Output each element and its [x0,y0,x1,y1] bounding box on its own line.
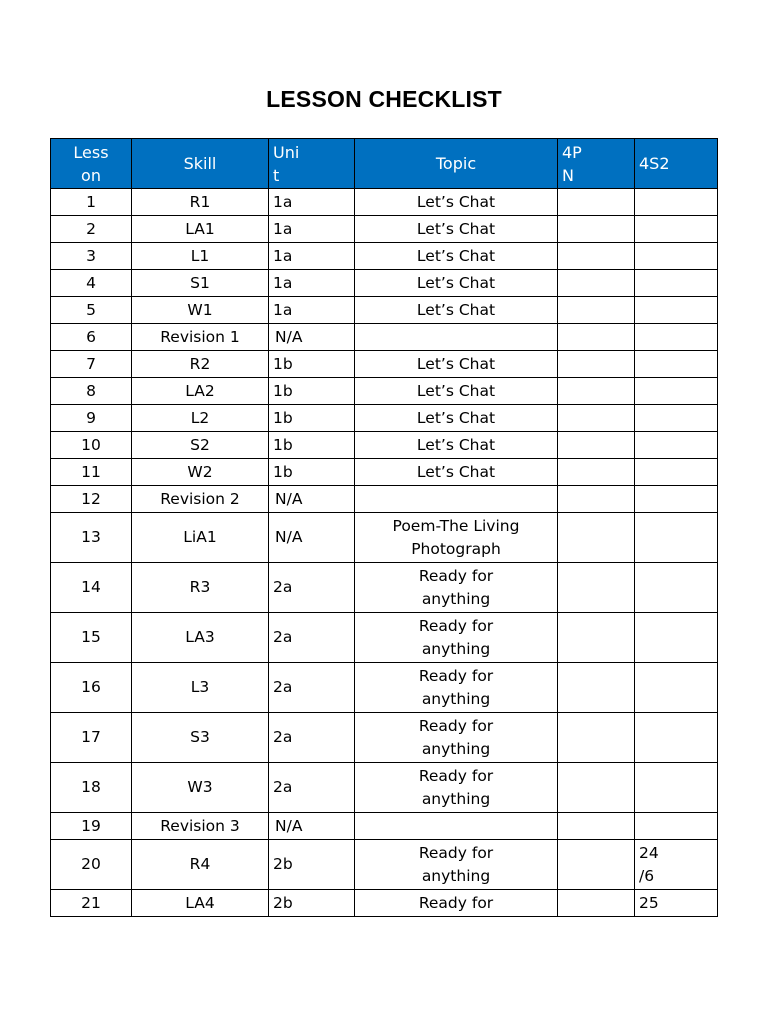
topic-line: Ready for [418,566,494,585]
topic-cell [355,713,558,763]
skill-cell: W3 [132,763,269,813]
topic-cell [355,324,558,351]
col-4pn-cell [558,813,635,840]
col-4s2-cell [635,459,718,486]
unit-cell: 2a [269,613,355,663]
topic-cell [355,763,558,813]
col-4s2-cell [635,613,718,663]
topic-line: Let’s Chat [416,435,496,454]
col-4s2-cell [635,513,718,563]
unit-cell: N/A [269,513,355,563]
skill-cell: R4 [132,840,269,890]
col-4s2-line: 24 [639,843,659,862]
lesson-number-cell: 6 [51,324,132,351]
skill-cell: Revision 1 [132,324,269,351]
table-row [51,378,718,405]
unit-cell: N/A [269,813,355,840]
unit-cell: 1a [269,297,355,324]
col-4pn-cell [558,216,635,243]
header-4s2: 4S2 [635,139,718,189]
table-row [51,432,718,459]
lesson-number-cell: 19 [51,813,132,840]
lesson-checklist-table [50,138,718,917]
header-lesson: Less on [51,139,132,189]
col-4pn-cell [558,405,635,432]
topic-line: anything [421,789,491,808]
unit-cell: 1a [269,270,355,297]
lesson-number-cell: 1 [51,189,132,216]
skill-cell: S1 [132,270,269,297]
table-row [51,243,718,270]
skill-cell: W2 [132,459,269,486]
unit-cell: 1b [269,459,355,486]
topic-line: Poem-The Living [392,516,520,535]
col-4pn-cell [558,840,635,890]
col-4s2-cell [635,216,718,243]
table-row [51,405,718,432]
table-row [51,763,718,813]
skill-cell: W1 [132,297,269,324]
col-4pn-cell [558,563,635,613]
unit-cell: 2b [269,890,355,917]
col-4pn-cell [558,378,635,405]
topic-cell [355,270,558,297]
unit-cell: 1a [269,243,355,270]
topic-line: Let’s Chat [416,219,496,238]
unit-cell: 2a [269,713,355,763]
col-4s2-line: /6 [639,866,655,885]
topic-cell [355,405,558,432]
skill-cell: S3 [132,713,269,763]
page-title: LESSON CHECKLIST [266,86,502,112]
table-row [51,216,718,243]
header-skill: Skill [132,139,269,189]
topic-cell [355,513,558,563]
unit-cell: 1a [269,216,355,243]
topic-cell [355,459,558,486]
unit-cell: 2a [269,663,355,713]
topic-line: Let’s Chat [416,462,496,481]
topic-cell [355,189,558,216]
col-4s2-cell [635,351,718,378]
col-4pn-cell [558,763,635,813]
unit-cell: 2a [269,563,355,613]
skill-cell: R2 [132,351,269,378]
topic-line: Ready for [418,766,494,785]
topic-line: Let’s Chat [416,408,496,427]
col-4pn-cell [558,297,635,324]
topic-cell [355,216,558,243]
lesson-number-cell: 4 [51,270,132,297]
skill-cell: L3 [132,663,269,713]
lesson-number-cell: 14 [51,563,132,613]
skill-cell: S2 [132,432,269,459]
topic-cell [355,486,558,513]
unit-cell: N/A [269,324,355,351]
header-unit: Uni t [269,139,355,189]
lesson-number-cell: 21 [51,890,132,917]
skill-cell: R1 [132,189,269,216]
topic-cell [355,613,558,663]
col-4pn-cell [558,270,635,297]
topic-line: Ready for [418,666,494,685]
topic-cell [355,840,558,890]
lesson-number-cell: 7 [51,351,132,378]
table-row [51,613,718,663]
topic-line: anything [421,689,491,708]
topic-cell [355,813,558,840]
col-4pn-cell [558,713,635,763]
col-4pn-cell [558,890,635,917]
topic-line: anything [421,739,491,758]
topic-cell [355,563,558,613]
col-4s2-cell [635,813,718,840]
table-row [51,890,718,917]
lesson-number-cell: 5 [51,297,132,324]
col-4pn-cell [558,324,635,351]
topic-line: Let’s Chat [416,246,496,265]
topic-cell [355,243,558,270]
table-header-row [51,139,718,189]
col-4pn-cell [558,513,635,563]
topic-line: Let’s Chat [416,381,496,400]
col-4pn-cell [558,243,635,270]
col-4s2-cell [635,890,718,917]
col-4s2-cell [635,763,718,813]
col-4pn-cell [558,432,635,459]
lesson-number-cell: 11 [51,459,132,486]
lesson-number-cell: 12 [51,486,132,513]
topic-line: anything [421,866,491,885]
lesson-number-cell: 17 [51,713,132,763]
topic-line: anything [421,639,491,658]
skill-cell: LA1 [132,216,269,243]
col-4pn-cell [558,459,635,486]
skill-cell: LA4 [132,890,269,917]
topic-cell [355,297,558,324]
table-row [51,459,718,486]
table-row [51,297,718,324]
col-4s2-cell [635,563,718,613]
col-4s2-cell [635,840,718,890]
skill-cell: LiA1 [132,513,269,563]
unit-cell: 2b [269,840,355,890]
table-row [51,563,718,613]
skill-cell: Revision 3 [132,813,269,840]
col-4pn-cell [558,351,635,378]
topic-line: Let’s Chat [416,192,496,211]
table-row [51,270,718,297]
table-body [51,189,718,917]
lesson-number-cell: 9 [51,405,132,432]
col-4s2-cell [635,663,718,713]
topic-cell [355,663,558,713]
col-4pn-cell [558,663,635,713]
skill-cell: LA2 [132,378,269,405]
table-row [51,189,718,216]
lesson-number-cell: 8 [51,378,132,405]
skill-cell: Revision 2 [132,486,269,513]
skill-cell: LA3 [132,613,269,663]
table-row [51,813,718,840]
unit-cell: 1b [269,432,355,459]
col-4s2-cell [635,243,718,270]
lesson-number-cell: 2 [51,216,132,243]
topic-line: anything [421,589,491,608]
lesson-number-cell: 16 [51,663,132,713]
topic-line: Photograph [411,539,501,558]
col-4s2-cell [635,713,718,763]
topic-cell [355,351,558,378]
topic-cell [355,890,558,917]
unit-cell: 1a [269,189,355,216]
table-row [51,351,718,378]
unit-cell: 1b [269,405,355,432]
topic-line: Let’s Chat [416,354,496,373]
table-row [51,513,718,563]
col-4s2-cell [635,405,718,432]
col-4s2-cell [635,324,718,351]
lesson-number-cell: 20 [51,840,132,890]
col-4s2-cell [635,189,718,216]
col-4pn-cell [558,613,635,663]
topic-line: Ready for [418,716,494,735]
lesson-number-cell: 15 [51,613,132,663]
topic-line: Ready for [418,843,494,862]
col-4s2-cell [635,297,718,324]
table-row [51,713,718,763]
unit-cell: 1b [269,351,355,378]
topic-cell [355,432,558,459]
topic-line: Ready for [418,893,494,912]
unit-cell: 2a [269,763,355,813]
header-topic: Topic [355,139,558,189]
col-4s2-cell [635,270,718,297]
table-row [51,663,718,713]
lesson-number-cell: 13 [51,513,132,563]
col-4s2-cell [635,378,718,405]
col-4s2-cell [635,486,718,513]
col-4s2-line: 25 [639,893,659,912]
lesson-number-cell: 10 [51,432,132,459]
lesson-number-cell: 3 [51,243,132,270]
col-4pn-cell [558,486,635,513]
table-row [51,840,718,890]
unit-cell: N/A [269,486,355,513]
table-row [51,486,718,513]
topic-cell [355,378,558,405]
unit-cell: 1b [269,378,355,405]
col-4s2-cell [635,432,718,459]
lesson-number-cell: 18 [51,763,132,813]
header-4pn: 4P N [558,139,635,189]
skill-cell: L2 [132,405,269,432]
skill-cell: R3 [132,563,269,613]
col-4pn-cell [558,189,635,216]
skill-cell: L1 [132,243,269,270]
topic-line: Ready for [418,616,494,635]
table-row [51,324,718,351]
topic-line: Let’s Chat [416,300,496,319]
topic-line: Let’s Chat [416,273,496,292]
